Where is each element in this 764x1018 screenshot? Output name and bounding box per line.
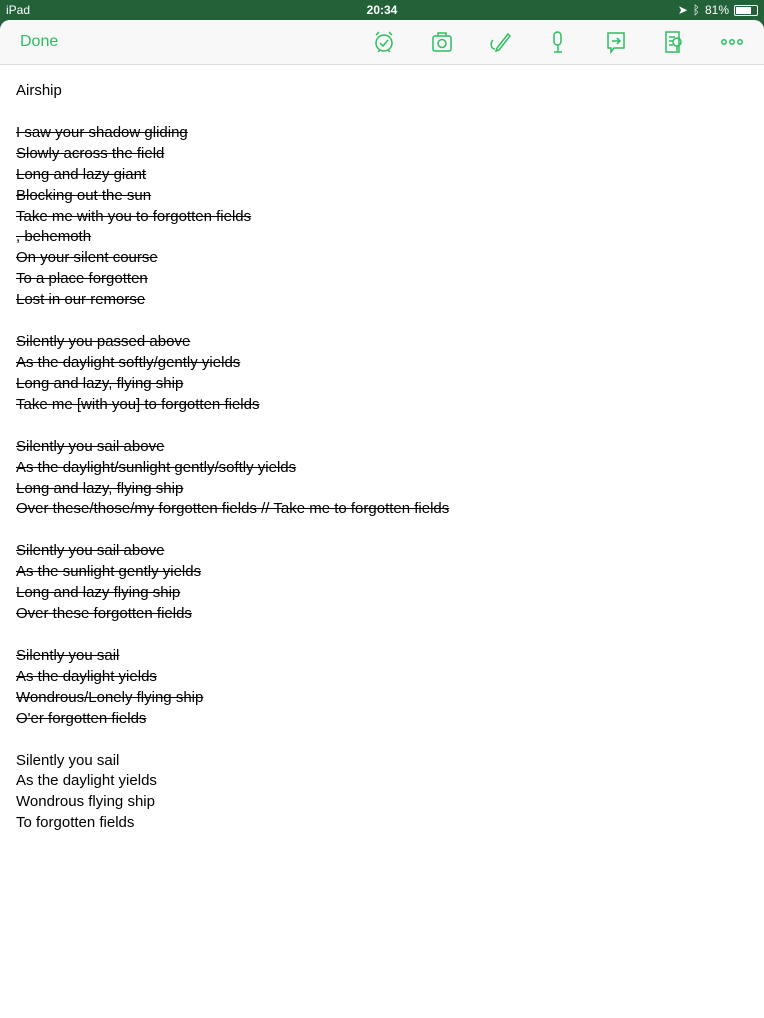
audio-mic-icon[interactable]	[546, 30, 570, 54]
share-icon[interactable]	[604, 30, 628, 54]
struck-line[interactable]: Over these forgotten fields	[16, 605, 192, 623]
camera-icon[interactable]	[430, 30, 454, 54]
struck-line[interactable]: On your silent course	[16, 249, 158, 267]
note-line[interactable]: To forgotten fields	[16, 814, 135, 832]
struck-line[interactable]: Silently you sail above	[16, 542, 165, 560]
note-title[interactable]: Airship	[16, 82, 62, 99]
status-right	[678, 3, 758, 17]
struck-line[interactable]: Take me [with you] to forgotten fields	[16, 395, 260, 413]
note-line[interactable]: As the daylight yields	[16, 772, 157, 790]
struck-line[interactable]: Over these/those/my forgotten fields // Take me to forgotten fields	[16, 500, 450, 518]
reminder-alarm-icon[interactable]	[372, 30, 396, 54]
struck-line[interactable]: Take me with you to forgotten fields	[16, 207, 252, 225]
clock: 20:34	[366, 3, 398, 17]
struck-line[interactable]: As the daylight softly/gently yields	[16, 353, 241, 371]
struck-line[interactable]: Blocking out the sun	[16, 186, 152, 204]
struck-line[interactable]: As the daylight/sunlight gently/softly yields	[16, 458, 297, 476]
struck-line[interactable]: I saw your shadow gliding	[16, 123, 188, 141]
device-label: iPad	[6, 3, 31, 17]
struck-line[interactable]: Slowly across the field	[16, 144, 165, 162]
struck-line[interactable]: Silently you passed above	[16, 333, 191, 351]
note-editor	[0, 20, 764, 1018]
struck-line[interactable]: As the daylight yields	[16, 667, 157, 685]
struck-line[interactable]: Long and lazy, flying ship	[16, 374, 184, 392]
struck-line[interactable]: Long and lazy flying ship	[16, 584, 181, 602]
present-search-icon[interactable]	[662, 30, 686, 54]
done-button[interactable]: Done	[20, 33, 59, 50]
stanza	[16, 437, 748, 521]
more-icon[interactable]	[720, 30, 744, 54]
stanza	[16, 541, 748, 625]
bluetooth-icon: ᛒ	[692, 3, 700, 17]
struck-line[interactable]: As the sunlight gently yields	[16, 563, 202, 581]
struck-line[interactable]: O'er forgotten fields	[16, 709, 147, 727]
struck-line[interactable]: Long and lazy giant	[16, 165, 147, 183]
struck-line[interactable]: To a place forgotten	[16, 270, 148, 288]
stanza	[16, 123, 748, 311]
struck-line[interactable]: Wondrous/Lonely flying ship	[16, 688, 204, 706]
stanza	[16, 332, 748, 416]
status-bar	[0, 0, 764, 20]
battery-icon	[734, 5, 758, 16]
struck-line[interactable]: Lost in our remorse	[16, 291, 146, 309]
struck-line[interactable]: Silently you sail above	[16, 437, 165, 455]
stanza	[16, 646, 748, 730]
location-icon: ➤	[677, 3, 688, 17]
note-line[interactable]: Silently you sail	[16, 751, 120, 769]
note-body[interactable]	[0, 65, 764, 871]
stanza	[16, 751, 748, 835]
struck-line[interactable]: Silently you sail	[16, 646, 120, 664]
battery-percent: 81%	[704, 3, 729, 17]
sketch-pen-icon[interactable]	[488, 30, 512, 54]
struck-line[interactable]: , behemoth	[16, 228, 92, 246]
struck-line[interactable]: Long and lazy, flying ship	[16, 479, 184, 497]
note-line[interactable]: Wondrous flying ship	[16, 793, 155, 811]
toolbar	[0, 20, 764, 65]
